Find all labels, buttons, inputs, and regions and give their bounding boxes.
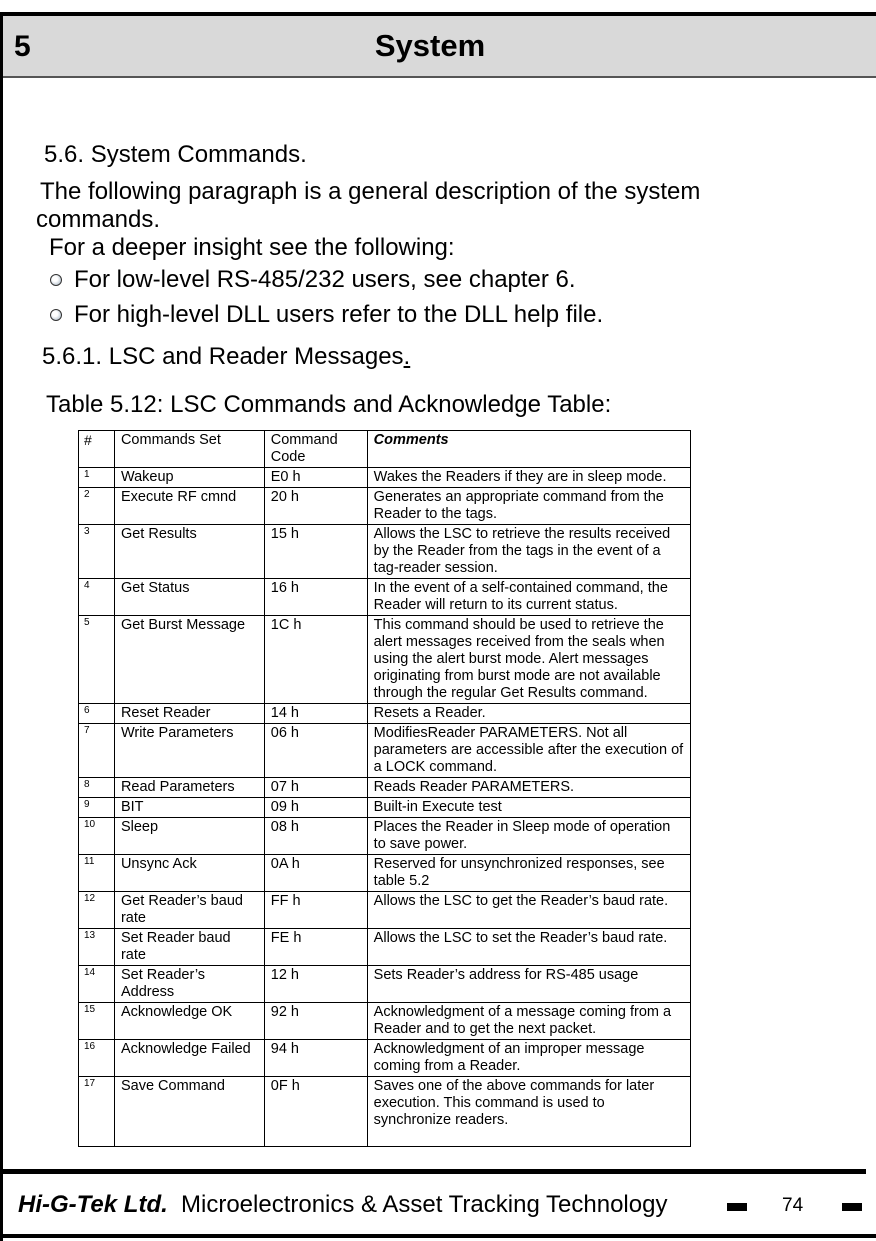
page-title: System — [374, 28, 486, 63]
section-heading: 5.6. System Commands. — [44, 141, 307, 168]
row-comment: In the event of a self-contained command, the Reader will return to its current status. — [367, 579, 690, 616]
footer-top-rule — [0, 1169, 866, 1174]
table-row — [79, 525, 691, 579]
page-marker-left — [727, 1203, 747, 1211]
row-code: 0F h — [264, 1077, 367, 1147]
footer-bottom-rule — [0, 1234, 876, 1238]
row-code: 06 h — [264, 724, 367, 778]
row-num: 3 — [79, 525, 115, 579]
row-code: 94 h — [264, 1040, 367, 1077]
row-command: Acknowledge Failed — [114, 1040, 264, 1077]
header-command-code: Command Code — [264, 431, 367, 468]
table-row — [79, 818, 691, 855]
table-row — [79, 1077, 691, 1147]
row-command: Write Parameters — [114, 724, 264, 778]
row-num: 4 — [79, 579, 115, 616]
row-comment: Allows the LSC to retrieve the results received by the Reader from the tags in the event of a tag-reader session. — [367, 525, 690, 579]
row-command: BIT — [114, 798, 264, 818]
chapter-number: 5 — [14, 30, 31, 63]
row-code: 20 h — [264, 488, 367, 525]
insight-paragraph: For a deeper insight see the following: — [49, 234, 455, 261]
row-code: 14 h — [264, 704, 367, 724]
row-code: 08 h — [264, 818, 367, 855]
page-left-border — [0, 12, 3, 1241]
row-comment: Generates an appropriate command from the Reader to the tags. — [367, 488, 690, 525]
row-num: 16 — [79, 1040, 115, 1077]
row-code: 16 h — [264, 579, 367, 616]
intro-paragraph: The following paragraph is a general description of the system commands. — [36, 178, 701, 233]
row-command: Sleep — [114, 818, 264, 855]
row-num: 11 — [79, 855, 115, 892]
bullet-icon — [50, 309, 62, 321]
table-row — [79, 488, 691, 525]
row-comment: Acknowledgment of a message coming from a Reader and to get the next packet. — [367, 1003, 690, 1040]
row-comment: Built-in Execute test — [367, 798, 690, 818]
table-row — [79, 966, 691, 1003]
row-command: Set Reader baud rate — [114, 929, 264, 966]
row-code: 09 h — [264, 798, 367, 818]
table-row — [79, 1003, 691, 1040]
page-number: 74 — [782, 1195, 804, 1216]
row-code: 92 h — [264, 1003, 367, 1040]
subsection-period: . — [403, 343, 411, 370]
row-comment: This command should be used to retrieve the alert messages received from the seals when using the alert burst mode. Alert messages originating from burst mode are not available through the regular Get Results command. — [367, 616, 690, 704]
header-divider — [3, 76, 876, 78]
row-code: 12 h — [264, 966, 367, 1003]
table-caption: Table 5.12: LSC Commands and Acknowledge Table: — [46, 391, 612, 418]
table-row — [79, 704, 691, 724]
bullet-icon — [50, 274, 62, 286]
row-comment: Sets Reader’s address for RS-485 usage — [367, 966, 690, 1003]
row-code: 0A h — [264, 855, 367, 892]
row-num: 14 — [79, 966, 115, 1003]
row-comment: Allows the LSC to set the Reader’s baud rate. — [367, 929, 690, 966]
footer-tagline: Microelectronics & Asset Tracking Technology — [181, 1191, 668, 1218]
row-command: Set Reader’s Address — [114, 966, 264, 1003]
table-row — [79, 616, 691, 704]
row-num: 9 — [79, 798, 115, 818]
footer-company: Hi-G-Tek Ltd. — [18, 1191, 168, 1218]
row-comment: Reads Reader PARAMETERS. — [367, 778, 690, 798]
row-comment: Resets a Reader. — [367, 704, 690, 724]
row-command: Unsync Ack — [114, 855, 264, 892]
row-comment: ModifiesReader PARAMETERS. Not all parameters are accessible after the execution of a LOCK command. — [367, 724, 690, 778]
table-row — [79, 1040, 691, 1077]
bullet-item — [50, 266, 576, 294]
row-command: Get Reader’s baud rate — [114, 892, 264, 929]
table-row — [79, 798, 691, 818]
table-row — [79, 892, 691, 929]
table-row — [79, 579, 691, 616]
row-command: Get Burst Message — [114, 616, 264, 704]
row-num: 2 — [79, 488, 115, 525]
row-num: 10 — [79, 818, 115, 855]
row-command: Get Results — [114, 525, 264, 579]
table-row — [79, 468, 691, 488]
row-code: FF h — [264, 892, 367, 929]
row-num: 17 — [79, 1077, 115, 1147]
row-num: 12 — [79, 892, 115, 929]
row-comment: Saves one of the above commands for later execution. This command is used to synchronize readers. — [367, 1077, 690, 1147]
row-command: Reset Reader — [114, 704, 264, 724]
row-num: 8 — [79, 778, 115, 798]
row-command: Get Status — [114, 579, 264, 616]
table-header-row — [79, 431, 691, 468]
row-num: 1 — [79, 468, 115, 488]
row-code: E0 h — [264, 468, 367, 488]
row-num: 15 — [79, 1003, 115, 1040]
table-row — [79, 929, 691, 966]
row-num: 6 — [79, 704, 115, 724]
row-command: Save Command — [114, 1077, 264, 1147]
row-command: Acknowledge OK — [114, 1003, 264, 1040]
bullet-text: For low-level RS-485/232 users, see chapter 6. — [74, 266, 576, 293]
row-code: FE h — [264, 929, 367, 966]
row-comment: Allows the LSC to get the Reader’s baud rate. — [367, 892, 690, 929]
table-row — [79, 724, 691, 778]
table-row — [79, 855, 691, 892]
row-comment: Wakes the Readers if they are in sleep mode. — [367, 468, 690, 488]
row-command: Wakeup — [114, 468, 264, 488]
row-command: Read Parameters — [114, 778, 264, 798]
row-num: 13 — [79, 929, 115, 966]
bullet-item — [50, 301, 603, 329]
header-comments: Comments — [367, 431, 690, 468]
row-comment: Places the Reader in Sleep mode of operation to save power. — [367, 818, 690, 855]
page-marker-right — [842, 1203, 862, 1211]
table-row — [79, 778, 691, 798]
header-commands-set: Commands Set — [114, 431, 264, 468]
row-comment: Reserved for unsynchronized responses, see table 5.2 — [367, 855, 690, 892]
commands-table — [78, 430, 691, 1147]
header-num: # — [79, 431, 115, 468]
bullet-text: For high-level DLL users refer to the DLL help file. — [74, 301, 604, 328]
row-code: 15 h — [264, 525, 367, 579]
row-code: 1C h — [264, 616, 367, 704]
row-num: 5 — [79, 616, 115, 704]
subsection-title: 5.6.1. LSC and Reader Messages — [42, 343, 404, 370]
row-num: 7 — [79, 724, 115, 778]
row-command: Execute RF cmnd — [114, 488, 264, 525]
subsection-heading — [42, 343, 410, 371]
row-comment: Acknowledgment of an improper message coming from a Reader. — [367, 1040, 690, 1077]
row-code: 07 h — [264, 778, 367, 798]
